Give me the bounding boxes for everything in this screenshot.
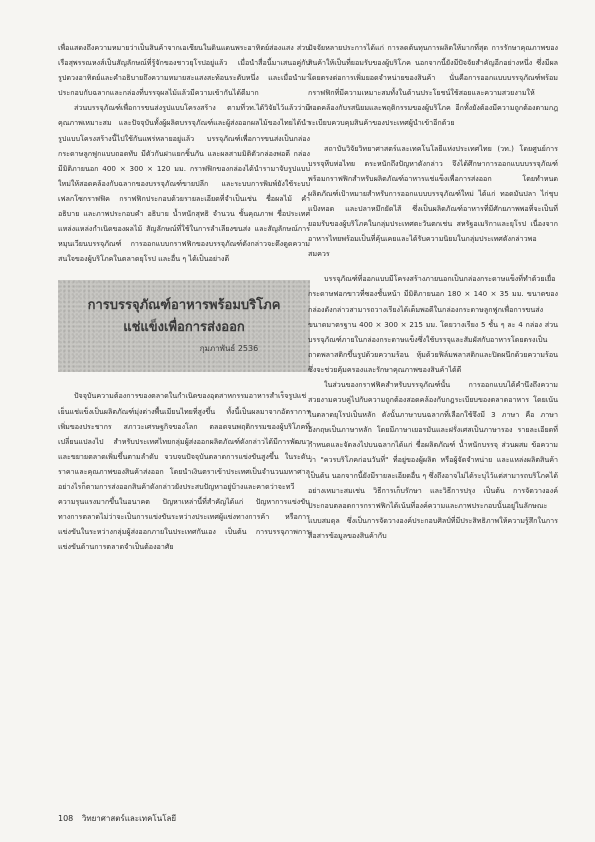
- section-title-line2: แช่แข็งเพื่อการส่งออก: [123, 320, 245, 336]
- paragraph: ปัจจุบันความต้องการของตลาดในกำเนิดของอุตสาหกรรมอาหารสำเร็จรูปแช่เย็นแช่แข็งเป็นผลิตภัณฑ์มุ่งต่างพื้นเมียนไทยที่สูงขึ้น ทั้งนี้เป็นผลมาจากอัตราการเพิ่มของประชากร สภาวะเศรษฐกิจของโลก ตลอดจนพฤติกรรมของผู้บริโภคที่เปลี่ยนแปลงไป สำหรับประเทศไทยกลุ่มผู้ส่งออกผลิตภัณฑ์ดังกล่าวได้มีการพัฒนาและขยายตลาดเพิ่มขึ้นตามลำดับ จวบจนปัจจุบันตลาดการแข่งขันสูงขึ้น ในระดับราคาและคุณภาพของสินค้าส่งออก โดยนำเงินตราเข้าประเทศเป็นจำนวนมหาศาล อย่างไรก็ตามการส่งออกสินค้าดังกล่าวยังประสบปัญหาอยู่บ้างและคาดว่าจะทวีความรุนแรงมากขึ้นในอนาคต ปัญหาเหล่านี้ที่สำคัญได้แก่ ปัญหาการแข่งขันทางการตลาดไม่ว่าจะเป็นการแข่งขันระหว่างประเทศผู้แข่งทางการค้า หรือการแข่งขันในระหว่างกลุ่มผู้ส่งออกภายในประเทศกันเอง เป็นต้น การบรรจุภาพการแข่งขันด้านการตลาดจำเป็นต้องอาศัย: [58, 391, 310, 552]
- paragraph: ส่วนบรรจุภัณฑ์เพื่อการขนส่งรูปแบบโครงสร้าง ตามที่วท.ได้วิจัยไว้แล้วว่ามีคุณภาพเหมาะสม และปัจจุบันทั้งผู้ผลิตบรรจุภัณฑ์และผู้ส่งออกผลไม้ของไทยได้นำรูปแบบโครงสร้างนี้ไปใช้กันแพร่หลายอยู่แล้ว บรรจุภัณฑ์เพื่อการขนส่งเป็นกล่องกระดาษลูกฟูกแบบถอดทับ มีตัวกันฝาแยกชิ้นกัน และผลสามมิติตัวกล่องพอดี กล่องมีมิติภายนอก 400 × 300 × 120 มม. กราฟฟิกของกล่องได้นำรามาจับรูปแบบใหม่ให้สอดคล้องกับฉลากของบรรจุภัณฑ์ขายปลีก และระบบการพิมพ์ยังใช้ระบบเฟลกโซกราฟฟิค กราฟฟิกประกอบด้วยรายละเอียดที่จำเป็นเช่น ชื่อผลไม้ คำอธิบาย และภาพประกอบคำ อธิบาย น้ำหนักสุทธิ จำนวน ชั้นคุณภาพ ชื่อประเทศแหล่งแหล่งกำเนิดของผลไม้ สัญลักษณ์ที่ใช้ในการลำเลียงขนส่ง และสัญลักษณ์การหมุนเวียนบรรจุภัณฑ์ การออกแบบกราฟฟิกของบรรจุภัณฑ์ดังกล่าวจะดึงดูดความสนใจของผู้บริโภคในตลาดยุโรป และอื่น ๆ ได้เป็นอย่างดี: [58, 103, 310, 264]
- paragraph: เพื่อแสดงถึงความหมายว่าเป็นสินค้าจากเอเชียนในดินแดนพระอาทิตย์ส่องแสง ส่วนเรือสุพรรณหงส์เป็นสัญลักษณ์ที่รู้จักของชาวยุโรปอยู่แล้ว เมื่อนำสื่อนี้มาเสนอคู่กับรูปดวงอาทิตย์และคำอธิบายถึงความหมายสะแสงสะท้อนระดับหนึ่ง และเมื่อนำมาประกอบกับฉลากและกล่องที่บรรจุผลไม้แล้วมีความเข้ากันได้ดีมาก: [58, 43, 310, 98]
- page-number: 108: [58, 814, 74, 823]
- left-column: [58, 40, 310, 554]
- paragraph: ปัจจัยหลายประการได้แก่ การลดต้นทุนการผลิตให้มากที่สุด การรักษาคุณภาพของสินค้าให้เป็นที่ยอมรับของผู้บริโภค นอกจากนี้ยังมีปัจจัยสำคัญอีกอย่างหนึ่ง ซึ่งมีผลโดยตรงต่อการเพิ่มยอดจำหน่ายของสินค้า นั่นคือการออกแบบบรรจุภัณฑ์พร้อมกราฟฟิกที่มีความเหมาะสมทั้งในด้านประโยชน์ใช้สอยและความสวยงามให้สอดคล้องกับรสนิยมและพฤติกรรมของผู้บริโภค อีกทั้งยังต้องมีความถูกต้องตามกฎระเบียบควบคุมสินค้าของประเทศผู้นำเข้าอีกด้วย: [308, 43, 558, 128]
- section-date: กุมภาพันธ์ 2536: [199, 344, 259, 354]
- page-footer: [58, 812, 176, 825]
- paragraph: สถาบันวิจัยวิทยาศาสตร์และเทคโนโลยีแห่งประเทศไทย (วท.) โดยศูนย์การบรรจุหีบห่อไทย ตระหนักถึงปัญหาดังกล่าว จึงได้ศึกษาการออกแบบบรรจุภัณฑ์พร้อมกราฟฟิกสำหรับผลิตภัณฑ์อาหารแช่แข็งเพื่อการส่งออก โดยทำหนดผลิตภัณฑ์เป้าหมายสำหรับการออกแบบบรรจุภัณฑ์ใหม่ ได้แก่ ทอดมันปลา ไก่ชุบแป้งทอด และปลาหมึกยัดไส้ ซึ่งเป็นผลิตภัณฑ์อาหารที่มีศักยภาพพอที่จะเป็นที่ยอมรับของผู้บริโภคในกลุ่มประเทศตะวันตกเช่น สหรัฐอเมริกาและยุโรป เนื่องจากอาหารไทยพร้อมเป็นที่คุ้นเคยและได้รับความนิยมในกลุ่มประเทศดังกล่าวพอสมควร: [308, 143, 558, 259]
- section-title-box: [58, 280, 310, 372]
- paragraph: บรรจุภัณฑ์ที่ออกแบบมีโครงสร้างภายนอกเป็นกล่องกระดาษแข็งที่ทำด้วยเยื่อกระดาษฟอกขาวที่ซองชั้นหน้า มีมิติภายนอก 180 × 140 × 35 มม. ขนาดของกล่องดังกล่าวสามารถวางเรียงได้เต็มพอดีในกล่องกระดาษลูกฟูกเพื่อการขนส่งขนาดมาตรฐาน 400 × 300 × 215 มม. โดยวางเรียง 5 ชั้น ๆ ละ 4 กล่อง ส่วนบรรจุภัณฑ์ภายในกล่องกระดาษแข็งซึ่งใช้บรรจุและสัมผัสกับอาหารโดยตรงเป็นถาดพลาสติกขึ้นรูปด้วยความร้อน หุ้มด้วยฟิล์มพลาสติกและปิดผนึกด้วยความร้อน ซึ่งจะช่วยคุ้มครองและรักษาคุณภาพของสินค้าได้ดี: [308, 274, 558, 374]
- paragraph: ในส่วนของกราฟฟิคสำหรับบรรจุภัณฑ์นั้น การออกแบบได้คำนึงถึงความสวยงามควบคู่ไปกับความถูกต้องสอดคล้องกับกฎระเบียบของตลาดอาหาร โดยเน้นในตลาดยุโรปเป็นหลัก ดังนั้นภาษาบนฉลากที่เลือกใช้จึงมี 3 ภาษา คือ ภาษาอังกฤษเป็นภาษาหลัก โดยมีภาษาเยอรมันและฝรั่งเศสเป็นภาษารอง รายละเอียดที่กำหนดและจัดลงไปบนฉลากได้แก่ ชื่อผลิตภัณฑ์ น้ำหนักบรรจุ ส่วนผสม ข้อความว่า "ควรบริโภคก่อนวันที่" ที่อยู่ของผู้ผลิต หรือผู้จัดจำหน่าย และแหล่งผลิตสินค้า เป็นต้น นอกจากนี้ยังมีรายละเอียดอื่น ๆ ซึ่งถึงอาจไม่ได้ระบุไว้แต่สามารถบริโภคได้อย่างเหมาะสมเช่น วิธีการเก็บรักษา และวิธีการปรุง เป็นต้น การจัดวางองค์ประกอบตลอดการกราฟฟิกได้เน้นที่องค์ความและภาพประกอบนั้นอยู่ในลักษณะแบบสมดุล ซึ่งเป็นการจัดวางองค์ประกอบศิลป์ที่มีประสิทธิภาพให้ความรู้สึกในการสื่อสารข้อมูลของสินค้ากับ: [308, 379, 558, 540]
- journal-name: วิทยาศาสตร์และเทคโนโลยี: [81, 814, 177, 823]
- right-column: [308, 40, 558, 543]
- section-title-line1: การบรรจุภัณฑ์อาหารพร้อมบริโภค: [87, 298, 281, 314]
